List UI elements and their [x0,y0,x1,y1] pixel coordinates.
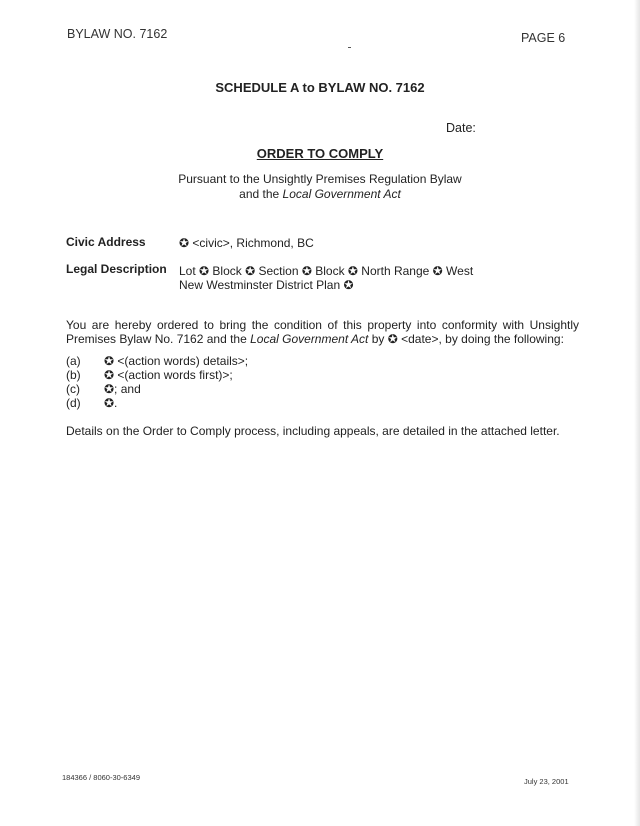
header-page-number: PAGE 6 [521,31,566,45]
legal-description-value [179,264,473,292]
list-item-letter: (b) [66,368,81,382]
list-item-text: ✪. [104,396,118,410]
list-item-letter: (d) [66,396,81,410]
pursuant-line-1: Pursuant to the Unsightly Premises Regulation Bylaw [178,172,462,186]
list-item [66,382,248,396]
action-list [66,354,248,410]
list-item-text: ✪ <(action words first)>; [104,368,233,382]
list-item [66,396,248,410]
list-item [66,368,248,382]
order-paragraph-act-name: Local Government Act [250,332,369,346]
list-item [66,354,248,368]
pursuant-act-name: Local Government Act [282,187,401,201]
legal-description-line-1: Lot ✪ Block ✪ Section ✪ Block ✪ North Range ✪ West [179,264,474,278]
list-item-letter: (a) [66,354,81,368]
schedule-title: SCHEDULE A to BYLAW NO. 7162 [215,80,425,95]
header-bylaw-number: BYLAW NO. 7162 [67,27,168,41]
order-title: ORDER TO COMPLY [256,146,384,161]
list-item-text: ✪ <(action words) details>; [104,354,249,368]
footer-reference: 184366 / 8060-30-6349 [62,773,140,782]
list-item-letter: (c) [66,382,80,396]
civic-address-label: Civic Address [66,235,146,249]
legal-description-line-2: New Westminster District Plan ✪ [179,278,354,292]
order-paragraph [66,318,579,346]
pursuant-block [0,172,640,202]
pursuant-line-2 [0,187,640,202]
civic-address-value: ✪ <civic>, Richmond, BC [179,236,314,250]
page-edge-shadow [634,0,640,826]
footer-date: July 23, 2001 [524,777,569,786]
list-item-text: ✪; and [104,382,141,396]
scan-speck [348,47,351,48]
legal-description-label: Legal Description [66,262,167,276]
pursuant-line-2-prefix: and the [239,187,283,201]
date-label: Date: [446,121,476,135]
details-line: Details on the Order to Comply process, including appeals, are detailed in the attached letter. [66,424,560,438]
order-paragraph-text-a: You are hereby ordered to bring the condition of this property into conformity with Unsightly Premises Bylaw No. 7162 and the [66,318,579,346]
order-paragraph-text-b: by ✪ <date>, by doing the following: [368,332,564,346]
